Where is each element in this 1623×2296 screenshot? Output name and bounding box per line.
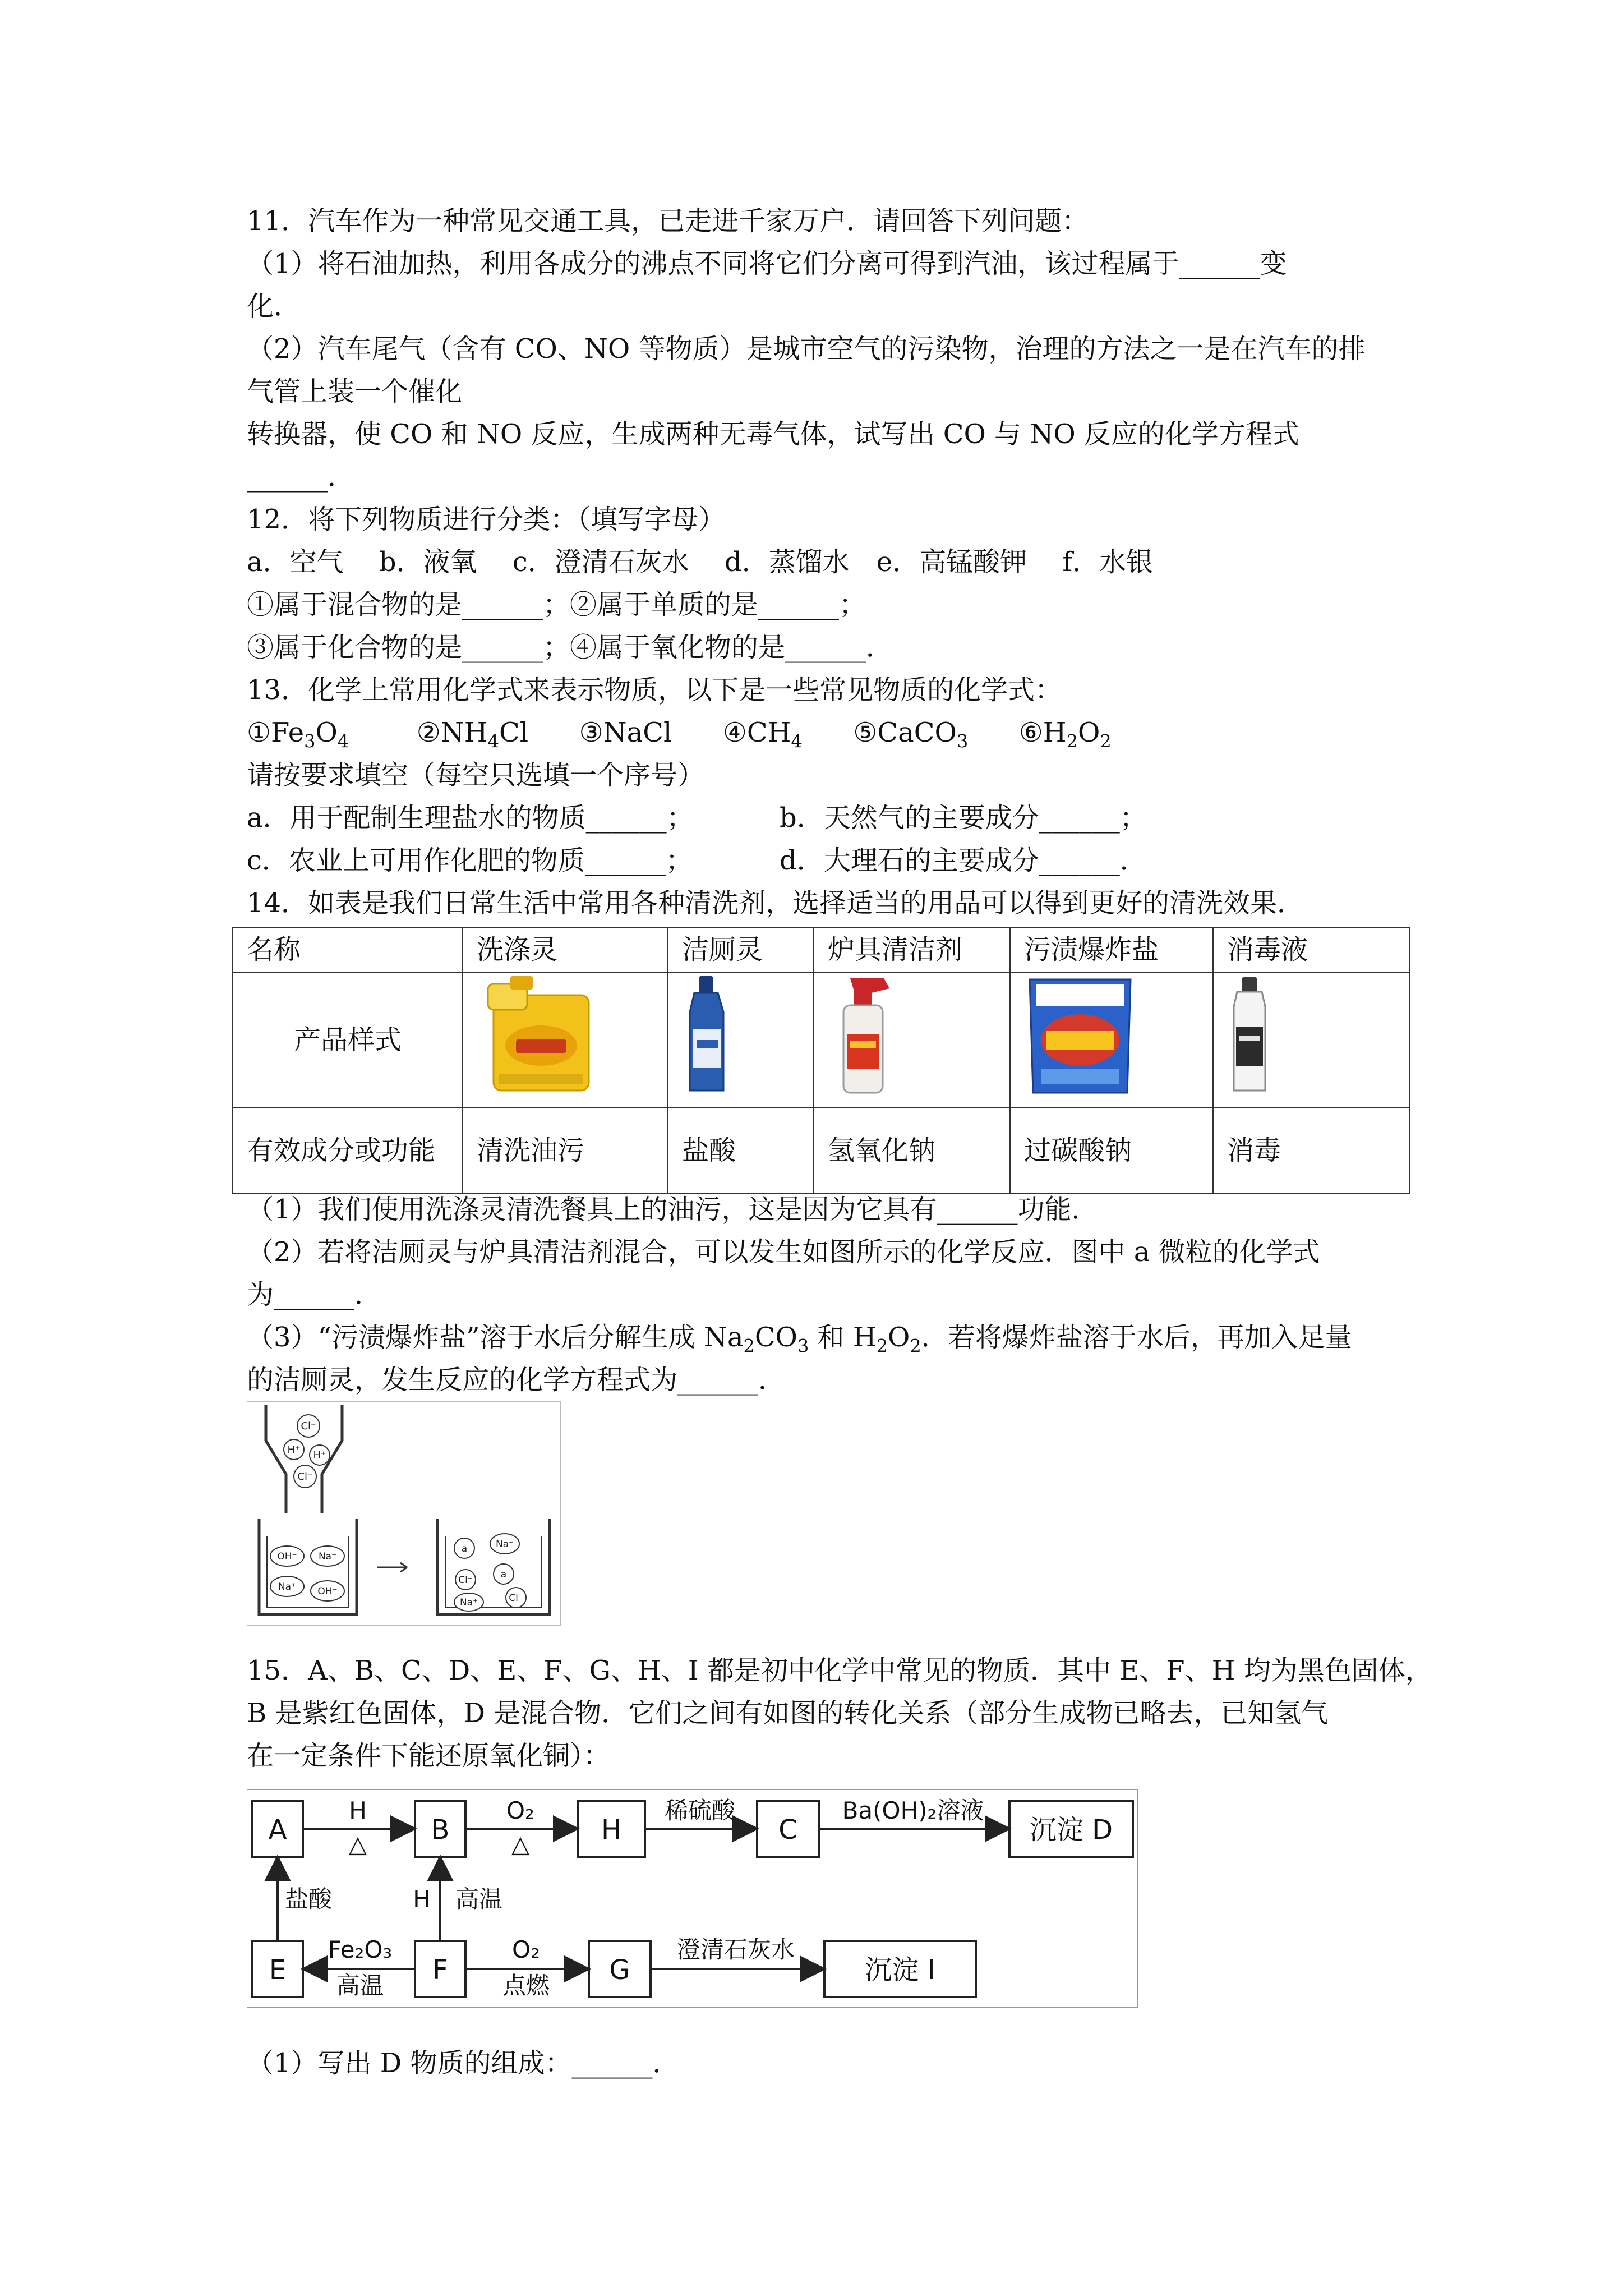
condition-label: O₂	[506, 1797, 534, 1824]
formula-1: $①Fe_3O_4$	[247, 717, 349, 752]
table-header-cell: 炉具清洁剂	[814, 927, 1010, 972]
particle-label: a	[500, 1569, 507, 1580]
condition-label: △	[511, 1830, 530, 1858]
q11-stem: 11．汽车作为一种常见交通工具，已走进千家万户．请回答下列问题：	[247, 205, 1089, 237]
condition-label: 高温	[455, 1885, 503, 1913]
toilet-cleaner-image	[668, 972, 814, 1108]
table-header-cell: 污渍爆炸盐	[1010, 927, 1213, 972]
node-g-label: G	[609, 1954, 630, 1986]
q14-part3-line2: 的洁厕灵，发生反应的化学方程式为______．	[247, 1364, 786, 1396]
particle-label: H⁺	[287, 1444, 301, 1456]
q15-stem-line3: 在一定条件下能还原氧化铜）：	[247, 1740, 611, 1772]
q13-stem: 13．化学上常用化学式来表示物质，以下是一些常见物质的化学式：	[247, 674, 1062, 706]
q12-options: a．空气 b．液氧 c．澄清石灰水 d．蒸馏水 e．高锰酸钾 f．水银	[247, 546, 1154, 578]
node-h-label: H	[601, 1814, 622, 1846]
spray-bottle-icon	[828, 973, 901, 1096]
reagent-label: 澄清石灰水	[676, 1936, 795, 1963]
formula-2: $②NH_4Cl$	[416, 717, 529, 752]
node-a-label: A	[268, 1814, 287, 1846]
node-f-label: F	[432, 1954, 448, 1986]
disinfectant-bottle-icon	[1227, 973, 1272, 1096]
effect-cell: 消毒	[1213, 1108, 1409, 1193]
reagent-label: O₂	[512, 1936, 540, 1963]
formula-6: $⑥H_2O_2$	[1018, 717, 1112, 752]
node-e-label: E	[269, 1954, 287, 1986]
condition-label: 高温	[336, 1972, 384, 1999]
particle-label: Cl⁻	[297, 1471, 313, 1483]
stain-salt-image	[1010, 972, 1213, 1108]
q11-part2-line3: 转换器，使 CO 和 NO 反应，生成两种无毒气体，试写出 CO 与 NO 反应的化学方程式	[247, 418, 1299, 450]
particle-label: H⁺	[313, 1450, 326, 1461]
q11-part1-line1: （1）将石油加热，利用各成分的沸点不同将它们分离可得到汽油，该过程属于______变	[247, 248, 1287, 279]
particle-label: a	[461, 1543, 468, 1554]
disinfectant-image	[1213, 972, 1409, 1108]
reagent-label: 稀硫酸	[664, 1797, 736, 1824]
effect-cell: 过碳酸钠	[1010, 1108, 1213, 1193]
effect-label: 有效成分或功能	[233, 1108, 463, 1193]
particle-label: OH⁻	[317, 1586, 338, 1597]
q13-item-c: c．农业上可用作化肥的物质______；	[247, 845, 693, 876]
q11-part1-line2: 化．	[247, 291, 301, 322]
particle-label: Cl⁻	[509, 1593, 523, 1604]
formula-4: $④CH_4$	[722, 717, 803, 752]
q13-item-a: a．用于配制生理盐水的物质______；	[247, 802, 694, 834]
effect-cell: 清洗油污	[463, 1108, 668, 1193]
q15-stem-line2: B 是紫红色固体，D 是混合物．它们之间有如图的转化关系（部分生成物已略去，已知氢气	[247, 1697, 1329, 1729]
toilet-cleaner-bottle-icon	[682, 973, 732, 1096]
node-c-label: C	[778, 1814, 797, 1846]
table-header-cell: 洁厕灵	[668, 927, 814, 972]
formula-3: ③NaCl	[579, 717, 672, 748]
q12-line1: ①属于混合物的是______；②属于单质的是______；	[247, 589, 866, 620]
q14-part1: （1）我们使用洗涤灵清洗餐具上的油污，这是因为它具有______功能．	[247, 1194, 1099, 1225]
reagent-label: Fe₂O₃	[328, 1936, 393, 1963]
effect-cell: 氢氧化钠	[814, 1108, 1010, 1193]
q15-part1: （1）写出 D 物质的组成：______．	[247, 2047, 680, 2079]
q15-stem-line1: 15．A、B、C、D、E、F、G、H、I 都是初中化学中常见的物质．其中 E、F、H 均为黑色固体，	[247, 1655, 1432, 1686]
q13-item-d: d．大理石的主要成分______．	[780, 845, 1147, 876]
particle-label: Cl⁻	[301, 1420, 316, 1432]
q12-stem: 12．将下列物质进行分类：（填写字母）	[247, 504, 726, 535]
table-header-row	[233, 927, 1409, 972]
reagent-label: 盐酸	[284, 1885, 333, 1913]
node-i-label: 沉淀 I	[865, 1954, 935, 1986]
conversion-flow-diagram	[247, 1789, 1138, 2008]
table-effect-row	[233, 1108, 1409, 1193]
condition-label: 点燃	[502, 1972, 550, 1999]
q13-instruction: 请按要求填空（每空只选填一个序号）	[247, 760, 705, 791]
stain-salt-bag-icon	[1024, 973, 1136, 1096]
table-header-cell: 消毒液	[1213, 927, 1409, 972]
table-image-row	[233, 972, 1409, 1108]
product-style-label: 产品样式	[233, 972, 463, 1108]
q11-part2-line4: ______．	[247, 461, 355, 493]
q14-part3-line1: （3）“污渍爆炸盐”溶于水后分解生成 $Na_2CO_3$ 和 $H_2O_2$．若将爆炸盐溶于水后，再加入足量	[247, 1322, 1352, 1357]
particle-label: OH⁻	[277, 1551, 297, 1562]
effect-cell: 盐酸	[668, 1108, 814, 1193]
node-b-label: B	[431, 1814, 450, 1846]
reagent-label: Ba(OH)₂溶液	[842, 1797, 984, 1824]
q11-part2-line1: （2）汽车尾气（含有 CO、NO 等物质）是城市空气的污染物，治理的方法之一是在汽车的排	[247, 333, 1366, 365]
cleaner-table	[232, 927, 1410, 1194]
q11-part2-line2: 气管上装一个催化	[247, 376, 463, 407]
detergent-bottle-icon	[477, 973, 594, 1096]
detergent-image	[463, 972, 668, 1108]
particle-label: Cl⁻	[458, 1575, 473, 1586]
particle-label: Na⁺	[278, 1581, 297, 1593]
table-header-cell: 洗涤灵	[463, 927, 668, 972]
formula-5: ⑤CaCO$_3$	[853, 717, 969, 752]
particle-reaction-diagram	[247, 1401, 561, 1626]
q14-stem: 14．如表是我们日常生活中常用各种清洗剂，选择适当的用品可以得到更好的清洗效果．	[247, 887, 1304, 919]
reagent-label: H	[413, 1885, 431, 1913]
particle-label: Na⁺	[318, 1551, 337, 1562]
q14-part2-line2: 为______．	[247, 1279, 382, 1310]
condition-label: H	[349, 1797, 367, 1824]
table-header-cell: 名称	[233, 927, 463, 972]
node-d-label: 沉淀 D	[1029, 1814, 1113, 1846]
stove-cleaner-image	[814, 972, 1010, 1108]
q14-part2-line1: （2）若将洁厕灵与炉具清洁剂混合，可以发生如图所示的化学反应．图中 a 微粒的化学式	[247, 1236, 1320, 1268]
particle-label: Na⁺	[459, 1597, 478, 1608]
particle-label: Na⁺	[495, 1539, 514, 1550]
q12-line2: ③属于化合物的是______；④属于氧化物的是______．	[247, 632, 893, 663]
q13-item-b: b．天然气的主要成分______；	[780, 802, 1147, 834]
condition-label: △	[348, 1830, 367, 1858]
